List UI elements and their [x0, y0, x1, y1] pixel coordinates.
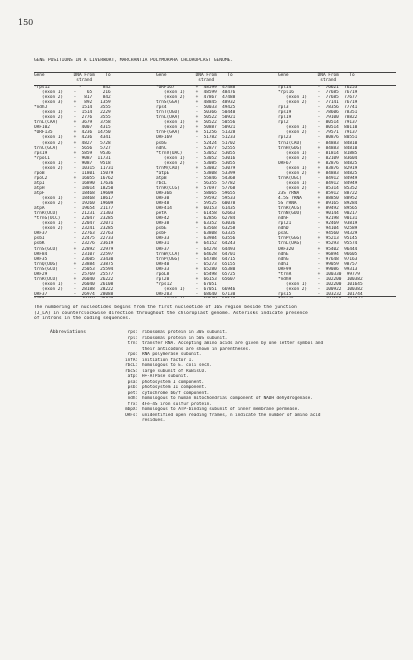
table-row: *ORF167 + 48599 47488	[156, 85, 236, 90]
table-row: (exon 1) - 80514 80110	[278, 125, 358, 131]
table-row: ORF320 + 95402 96444	[278, 246, 358, 252]
table-row: atpB - 55846 54368	[156, 175, 236, 181]
header-gene: Gene	[278, 73, 318, 78]
table-row: rps4 - 50033 49425	[156, 105, 236, 111]
table-row: (exon 2) - 2776 3555	[34, 115, 111, 121]
table-row: atpF - 18468 19609	[34, 190, 114, 196]
table-row: trnP(GGG) + 95213 95145	[278, 236, 358, 242]
table-row: (exon 2) - 82109 83604	[278, 155, 358, 161]
table-row: (exon 1) - 67051 66946	[156, 286, 236, 292]
table-row: ndhF - 92198 90131	[278, 216, 358, 222]
table-row: (exon 2) - 28188 28222	[34, 286, 114, 292]
table-row: atpI - 16890 17636	[34, 180, 114, 186]
table-row: (exon 2) - 23241 23285	[34, 226, 114, 232]
abbreviation-definition: photosystem II component.	[142, 385, 207, 390]
table-row: ORF30 - 59592 59533	[156, 196, 236, 202]
header-dna-strand: DNA	[73, 73, 85, 78]
table-column-1	[34, 72, 152, 298]
header-dna-strand: DNA	[317, 73, 329, 78]
table-row: trnP(UGG) - 64788 64715	[156, 256, 236, 262]
table-row: rbcL - 56355 57782	[156, 180, 236, 186]
table-row: ndhE - 96894 96605	[278, 251, 358, 257]
table-row: *trnG(UCC) - 22047 23285	[34, 216, 114, 222]
table-row: *ndhJ - 1514 3555	[34, 105, 111, 111]
table-row: rps19 + 5859 9536	[34, 150, 111, 156]
table-row: ORF36b - 58065 59655	[156, 190, 236, 196]
table-row: rpl21 - 92469 93819	[278, 221, 358, 227]
table-row: (exon 2) + 50887 50921	[156, 125, 236, 131]
table-row: ORF35 - 23605 23430	[34, 256, 114, 262]
table-row: trnR(CCG) + 57697 57768	[156, 185, 236, 191]
abbreviation-definition: photosystem I component.	[142, 379, 205, 385]
table-row: psbK - 23276 23619	[34, 241, 114, 247]
table-row: (exon 1) - 65 216	[34, 90, 111, 96]
table-row: ORF102 - 4007 4315	[34, 125, 111, 131]
table-row: (exon 2) - 817 842	[34, 95, 111, 101]
table-row: trnL(UAA) + 50522 50921	[156, 115, 236, 121]
table-row: (exon 1) - 9087 9518	[34, 160, 111, 166]
abbreviation-code: rbcL:	[125, 363, 138, 368]
table-column-header	[278, 72, 396, 85]
abbreviation-code: rpo:	[127, 352, 138, 357]
table-row: trnL(UAG) - 95293 95574	[278, 241, 358, 247]
abbreviation-definition: homologous to E. coli secX.	[142, 363, 212, 368]
table-caption: GENE POSITIONS IN A LIVERWORT, MARCHANTIA POLYMORPHA CHLOROPLAST GENOME.	[34, 58, 234, 63]
table-row: ORF29 - 25769 25577	[34, 271, 114, 277]
table-row: ORF42 - 62856 62784	[156, 216, 236, 222]
abbreviation-definition: large subunit of RuBisCO.	[142, 368, 207, 374]
table-row: trnN(GUU) - 90144 90217	[278, 211, 358, 217]
abbreviation-code: pet:	[127, 390, 138, 396]
header-dna-strand-line2: strand	[320, 78, 337, 83]
abbreviation-code: mbpX:	[125, 407, 138, 412]
table-row: ORF414 + 60153 61435	[156, 206, 236, 212]
table-row: (exon 1) - 22047 22071	[34, 221, 114, 227]
header-to: To	[105, 73, 111, 78]
table-row: trnR(UCU) - 21231 21303	[34, 211, 114, 217]
header-dna-strand-line2: strand	[198, 78, 215, 83]
table-column-2	[156, 72, 274, 298]
abbreviation-code	[114, 418, 142, 424]
table-row: (exon 2) - 77141 76719	[278, 100, 358, 106]
table-row: ndhG - 97648 97163	[278, 256, 358, 262]
table-row: (exon 2) - 100922 100382	[278, 286, 363, 292]
table-row: ORF38 + 63352 63036	[156, 221, 236, 227]
table-row: ORF48 - 59525 60078	[156, 201, 236, 207]
abbreviation-definition: their anticodons are shown in parentheses.	[142, 346, 251, 352]
table-row: ORF40 - 65273 65155	[156, 261, 236, 267]
header-dna-strand-line2: strand	[76, 78, 93, 83]
table-row: psbG - 52424 51702	[156, 140, 236, 146]
table-row: rpl20 + 66153 65607	[156, 276, 236, 282]
table-row: trnW(CCA) + 64628 64701	[156, 251, 236, 257]
abbreviation-code: frx:	[127, 401, 138, 407]
table-row: *atpE - 53808 53399	[156, 170, 236, 176]
table-row: trnC(GCA) - 5656 5727	[34, 145, 111, 151]
table-row: trnF(GAA) + 51256 51328	[156, 130, 236, 136]
table-row: trnA(UGC) - 84912 84949	[278, 175, 358, 181]
table-row: rpl2 - 80514 79137	[278, 120, 358, 126]
header-from: From	[206, 73, 228, 78]
footnote-line: (J_LA) in counterclockwise direction throughout the chloroplast genome. Asterisks indicate presence	[34, 310, 308, 316]
abbreviations-heading: Abbreviations	[50, 330, 86, 335]
header-from: From	[328, 73, 350, 78]
table-row: (exon 1) + 48599 48476	[156, 90, 236, 96]
abbreviation-definition: homologous to human mitochondrial component of NADH dehydrogenase.	[142, 396, 313, 401]
table-row: rpl14 - 76621 76253	[278, 85, 358, 90]
table-row: (exon 1) - 81814 81885	[278, 150, 358, 156]
abbreviation-code: trn:	[127, 341, 138, 346]
table-row: ORF84 - 23107 22597	[34, 251, 114, 257]
abbreviation-code: psb:	[127, 385, 138, 390]
table-row: (exon 1) + 83876 82919	[278, 165, 358, 171]
table-row: rps15 - 103232 101744	[278, 291, 363, 297]
table-row: (exon 1) - 18468 18617	[34, 196, 114, 202]
abbreviation-definition: residues.	[142, 418, 166, 423]
table-row: trnH(GUG) + 84883 84810	[278, 145, 358, 151]
abbreviation-definition: unidentified open reading frames, n indicate the number of amino acid	[142, 412, 321, 418]
header-to: To	[349, 73, 355, 78]
page-number: 150	[18, 18, 34, 27]
abbreviation-definition: ribosomal protein in 30S subunit.	[142, 330, 228, 335]
table-row: (exon 2) - 79571 79137	[278, 130, 358, 136]
table-row: (exon 2) - 53085 53055	[156, 160, 236, 166]
table-row: ORF203 - 68640 67130	[156, 291, 236, 297]
abbreviation-code: infA:	[125, 357, 138, 363]
table-row: trnQ(UUG) + 23884 23875	[34, 261, 114, 267]
table-row: ORF37 - 22763 22763	[34, 231, 114, 237]
header-dna-strand: DNA	[195, 73, 207, 78]
abbreviation-code: ndh:	[127, 396, 138, 401]
table-row: ORF31 + 64152 64243	[156, 241, 236, 247]
table-row: *rps12 - 842	[34, 85, 111, 90]
abbreviation-definition: H+-ATPase subunit.	[142, 374, 189, 379]
table-row: ndhI - 99059 98757	[278, 261, 358, 267]
table-row: trnL(CAA) + 3679 3758	[34, 120, 111, 126]
table-row: 23S rRNA + 85912 88722	[278, 190, 358, 196]
abbreviation-code: atp:	[127, 374, 138, 379]
table-row: (exon 1) - 84912 84949	[278, 180, 358, 186]
table-row: psbE - 63568 63258	[156, 226, 236, 232]
table-row: (exon 2) - 10315 11731	[34, 165, 114, 171]
abbreviation-code: rpl:	[127, 335, 138, 341]
table-row: ORF169 - 51782 51233	[156, 135, 236, 141]
table-row: ndhC - 52877 52555	[156, 145, 236, 151]
table-row: rpl23 - 80876 80551	[278, 135, 358, 141]
abbreviation-code: rps:	[127, 330, 138, 335]
abbreviation-definition: homologous to ATP-binding subunit of inner membrane permease.	[142, 407, 300, 412]
header-gene: Gene	[34, 73, 74, 78]
table-row: (exon 1) - 77685 77677	[278, 95, 358, 101]
abbreviation-item	[114, 418, 394, 424]
header-gene: Gene	[156, 73, 196, 78]
table-row: ORF99 - 99086 99313	[278, 266, 358, 272]
table-row: (exon 2) - 85314 85352	[278, 185, 358, 191]
table-row	[34, 297, 152, 298]
table-row: psbI - 22475 22733	[34, 236, 114, 242]
table-row: ORF37 - 64278 64493	[156, 246, 236, 252]
table-row: (exon 1) + 4236 4341	[34, 135, 111, 141]
abbreviation-code: rbcS:	[125, 368, 138, 374]
table-row: *ndhH - 102200 100382	[278, 276, 363, 282]
table-row: (exon 1) - 1514 2229	[34, 110, 111, 116]
abbreviation-definition: RNA polymerase subunit.	[142, 352, 202, 357]
table-row: (exon 1) - 26040 26108	[34, 281, 114, 287]
table-row: *trnR + 100330 99779	[278, 271, 360, 277]
footnote	[34, 305, 394, 322]
table-row: trnS(GCU) + 22892 22979	[34, 246, 114, 252]
table-row: trnS(GCU) - 25053 25594	[34, 266, 114, 272]
table-column-3	[278, 72, 396, 298]
table-row: (exon 3) + 892 1359	[34, 100, 111, 106]
table-row: 4.5S rRNA + 88850 88952	[278, 196, 358, 202]
table-column-header	[34, 72, 152, 85]
table-row: trnI(CAU) - 84883 84810	[278, 140, 358, 146]
table-row: (exon 2) + 47867 47488	[156, 95, 236, 101]
table-row: rpoL8 - 65498 65725	[156, 271, 236, 277]
table-row: rpoB - 11801 15079	[34, 170, 114, 176]
header-to: To	[227, 73, 233, 78]
header-from: From	[84, 73, 106, 78]
abbreviation-definition: transfer RNA. Accepting amino acids are given by one letter symbol and	[142, 341, 324, 346]
table-row: *rpl16 - 77685 76719	[278, 90, 358, 96]
abbreviation-definition: 4Fe-4S iron sulfur protein.	[142, 401, 212, 407]
table-row: (exon 2) - 19260 19609	[34, 201, 114, 207]
table-row: rpl3 - 78356 77741	[278, 105, 358, 111]
table-row: trnM(CAU) + 53082 53079	[156, 165, 236, 171]
table-row: trnR(ACG) + 89492 89565	[278, 206, 358, 212]
table-row: 5S rRNA + 89165 89284	[278, 201, 358, 207]
table-row: rpl19 - 79100 78822	[278, 115, 358, 121]
table-row: ndhD - 94104 92589	[278, 226, 358, 232]
table-row: (exon 2) + 4827 5728	[34, 140, 111, 146]
abbreviation-code: psa:	[127, 379, 138, 385]
table-row: ORF33 - 63984 63556	[156, 236, 236, 242]
footnote-line: of introns in the coding sequences.	[34, 316, 131, 322]
table-row: trnT(UGU) - 50366 50440	[156, 110, 236, 116]
table-row: ORF67 + 82876 84825	[278, 160, 358, 166]
table-row: *rpoC1 - 9087 11731	[34, 155, 111, 161]
abbreviation-definition: ribosomal protein in 50S subunit.	[142, 335, 228, 341]
table-row: psbF - 63808 63335	[156, 231, 236, 237]
table-row: (exon 1) + 50522 50556	[156, 120, 236, 126]
table-column-header	[156, 72, 274, 85]
table-row: psaC - 94560 94329	[278, 231, 358, 237]
table-row: rps19 - 78606 78351	[278, 110, 358, 116]
table-row: trnR(UCU) + 26040 26222	[34, 276, 114, 282]
table-row: (exon 1) - 102200 101645	[278, 281, 363, 287]
table-row: (exon 1) - 53052 53016	[156, 155, 236, 161]
abbreviations-list	[114, 330, 394, 424]
table-row: petA - 61458 62663	[156, 211, 236, 217]
table-row: *rps12 - 67051	[156, 281, 238, 287]
footnote-line: The numbering of nucleotides begins from the first nucleotide of 16S region beside the junction	[34, 305, 297, 310]
table-row: *trnV(UAC) - 53052 53055	[156, 150, 236, 156]
table-row	[278, 297, 396, 298]
table-row	[156, 297, 274, 298]
table-row: trnS(GGA) + 48845 48932	[156, 100, 236, 106]
table-row: *ORF135 + 4236 14750	[34, 130, 111, 136]
table-row: atpA - 19654 21177	[34, 206, 114, 212]
table-row: rpoC2 + 16055 16762	[34, 175, 114, 181]
abbreviation-code: ORFs:	[125, 412, 138, 418]
table-row: (exon 2) + 84883 84825	[278, 170, 358, 176]
abbreviation-definition: cytochrome b6/f component.	[142, 390, 210, 396]
abbreviation-definition: initiation factor 1.	[142, 357, 194, 363]
table-row: ORF33 + 65280 65380	[156, 266, 236, 272]
table-row: ORF37 - 26974 28088	[34, 291, 114, 297]
gene-position-table	[34, 72, 396, 298]
table-row: atpH - 18014 18250	[34, 185, 114, 191]
